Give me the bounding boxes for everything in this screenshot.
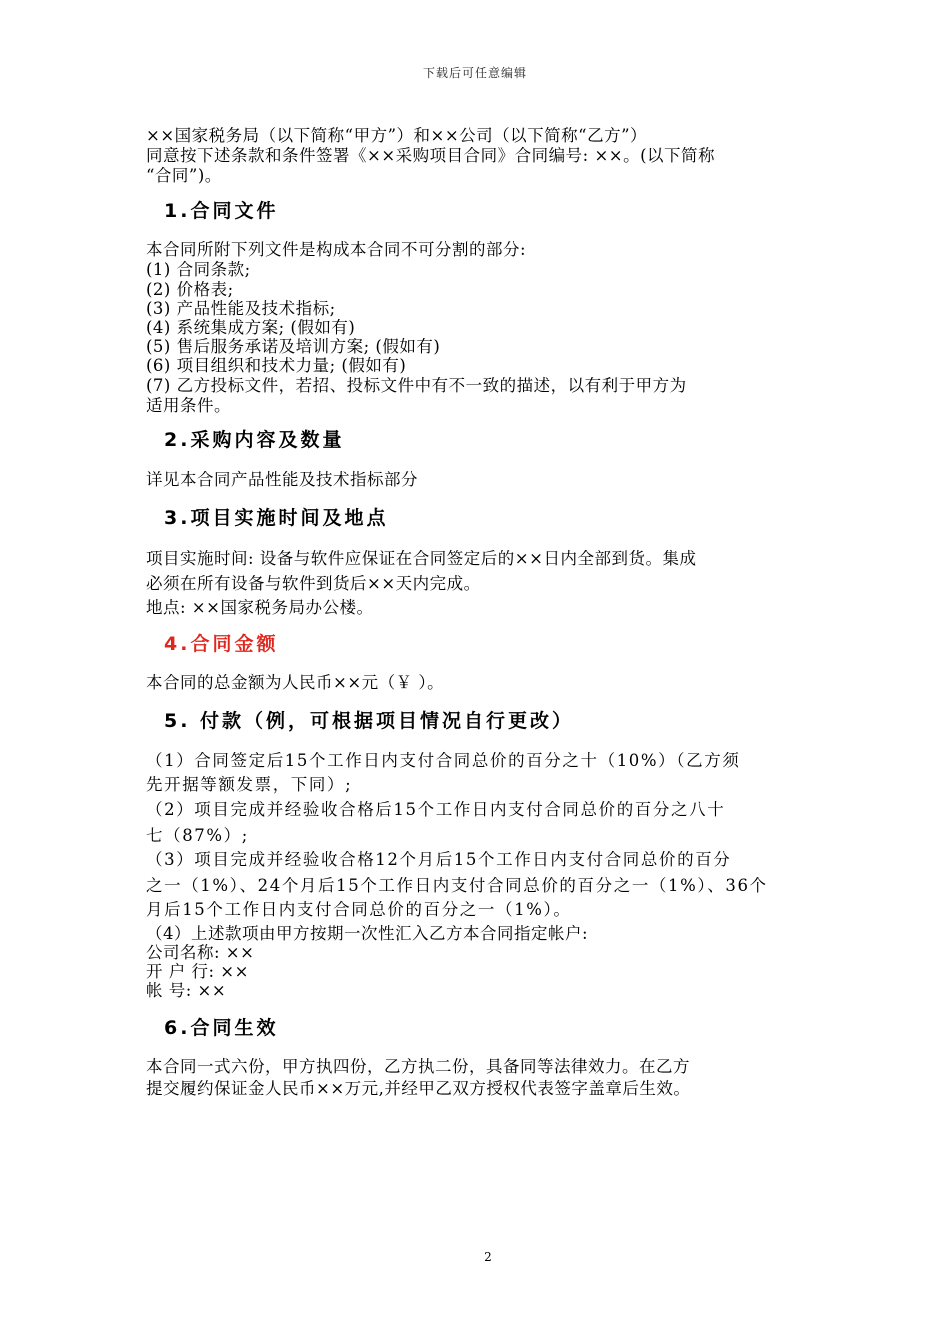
intro-line-3: “合同”)。 — [146, 166, 222, 185]
page-number: 2 — [484, 1250, 492, 1264]
s3-line-1: 必须在所有设备与软件到货后××天内完成。 — [146, 574, 481, 593]
s5-para-4: （4）上述款项由甲方按期一次性汇入乙方本合同指定帐户: — [146, 924, 589, 943]
s5-bank: 开 户 行: ×× — [146, 962, 249, 981]
s2-line: 详见本合同产品性能及技术指标部分 — [146, 470, 418, 489]
s6-line-0: 本合同一式六份，甲方执四份，乙方执二份，具备同等法律效力。在乙方 — [146, 1057, 690, 1076]
s1-line-4: (4) 系统集成方案; (假如有) — [146, 318, 356, 337]
s5-line-2: （2）项目完成并经验收合格后15个工作日内支付合同总价的百分之八十 — [146, 800, 726, 819]
section-4-title: 4.合同金额 — [164, 633, 279, 655]
section-6-title: 6.合同生效 — [164, 1017, 279, 1039]
s1-line-1: (1) 合同条款; — [146, 260, 251, 279]
s1-line-7: (7) 乙方投标文件，若招、投标文件中有不一致的描述，以有利于甲方为 — [146, 376, 687, 395]
s5-line-0: （1）合同签定后15个工作日内支付合同总价的百分之十（10%）（乙方须 — [146, 751, 741, 770]
section-3-title: 3.项目实施时间及地点 — [164, 507, 389, 529]
section-5-title: 5. 付款（例，可根据项目情况自行更改） — [164, 710, 575, 732]
s5-line-5: 之一（1%）、24个月后15个工作日内支付合同总价的百分之一（1%）、36个 — [146, 876, 768, 895]
s1-line-6: (6) 项目组织和技术力量; (假如有) — [146, 356, 407, 375]
s5-line-1: 先开据等额发票，下同）; — [146, 775, 353, 794]
s6-line-1: 提交履约保证金人民币××万元,并经甲乙双方授权代表签字盖章后生效。 — [146, 1079, 691, 1098]
s5-account: 帐 号: ×× — [146, 981, 227, 1000]
s3-line-2: 地点: ××国家税务局办公楼。 — [146, 598, 374, 617]
s1-line-0: 本合同所附下列文件是构成本合同不可分割的部分: — [146, 240, 527, 259]
s1-line-8: 适用条件。 — [146, 396, 231, 415]
page-header-note: 下载后可任意编辑 — [422, 66, 527, 80]
s1-line-3: (3) 产品性能及技术指标; — [146, 299, 336, 318]
section-2-title: 2.采购内容及数量 — [164, 429, 345, 451]
s1-line-2: (2) 价格表; — [146, 280, 234, 299]
s4-line: 本合同的总金额为人民币××元（￥ ）。 — [146, 673, 445, 692]
s1-line-5: (5) 售后服务承诺及培训方案; (假如有) — [146, 337, 441, 356]
s5-company-name: 公司名称: ×× — [146, 943, 255, 962]
s5-line-4: （3）项目完成并经验收合格12个月后15个工作日内支付合同总价的百分 — [146, 850, 732, 869]
intro-line-2: 同意按下述条款和条件签署《××采购项目合同》合同编号: ××。(以下简称 — [146, 146, 716, 165]
s5-line-3: 七（87%）; — [146, 826, 249, 845]
s3-line-0: 项目实施时间: 设备与软件应保证在合同签定后的××日内全部到货。集成 — [146, 549, 697, 568]
intro-line-1: ××国家税务局（以下简称“甲方”）和××公司（以下简称“乙方”） — [146, 126, 648, 145]
s5-line-6: 月后15个工作日内支付合同总价的百分之一（1%）。 — [146, 900, 572, 919]
section-1-title: 1.合同文件 — [164, 200, 279, 222]
